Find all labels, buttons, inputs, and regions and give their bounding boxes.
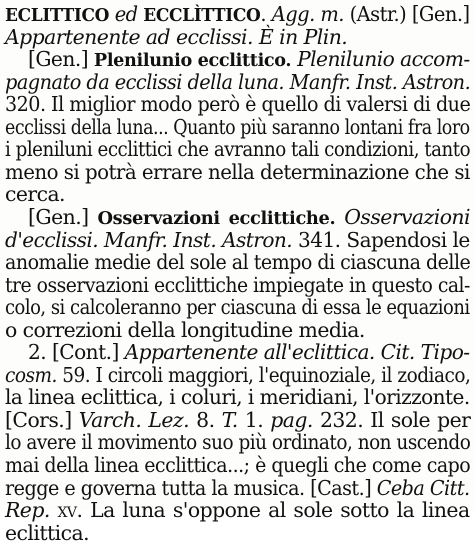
- italic-text: Appartenente all'eclittica. Cit. Tipo-: [124, 340, 470, 365]
- headword: ECLITTICO: [5, 5, 110, 26]
- text-line: [5, 274, 470, 297]
- headword: ECCLÌTTICO: [143, 5, 261, 26]
- text-line: [5, 454, 470, 477]
- text-segment: tre osservazioni ecclittiche impiegate in questo cal-: [5, 272, 470, 297]
- text-segment: ecclissi della luna... Quanto più saranno lontani fra loro: [5, 114, 470, 139]
- text-segment: [Gen.]: [28, 204, 98, 229]
- italic-text: Agg. m.: [271, 2, 344, 26]
- text-line: [5, 499, 470, 522]
- text-line: [5, 431, 470, 454]
- text-segment: cerca.: [5, 182, 65, 207]
- text-segment: (Astr.) [Gen.]: [343, 2, 470, 26]
- headword: Plenilunio ecclittico.: [93, 50, 292, 72]
- italic-text: Appartenente ad ecclissi. È in Plin.: [5, 24, 348, 49]
- text-line: [5, 229, 470, 252]
- text-line: [5, 138, 470, 161]
- text-segment: . La luna s'oppone al sole sotto la linea: [76, 498, 470, 523]
- text-line: [5, 116, 470, 139]
- text-line: [5, 183, 65, 206]
- text-line: [5, 296, 470, 319]
- italic-text: Rep.: [5, 498, 50, 523]
- text-line: [5, 386, 470, 409]
- italic-text: T.: [221, 407, 238, 432]
- text-segment: anomalie medie del sole al tempo di ciascuna delle: [5, 250, 471, 275]
- text-segment: [Cors.]: [5, 407, 79, 432]
- italic-text: pag.: [270, 407, 313, 432]
- italic-text: Ceba Citt.: [376, 475, 470, 500]
- text-segment: o correzioni della longitudine media.: [5, 317, 365, 342]
- italic-text: ed: [114, 2, 138, 26]
- text-line: [5, 477, 470, 500]
- text-line: [5, 26, 347, 49]
- text-segment: [335, 205, 344, 229]
- text-segment: 232. Il sole per: [312, 407, 471, 432]
- text-segment: [Gen.]: [28, 47, 94, 72]
- text-segment: 2. [Cont.]: [28, 340, 125, 365]
- text-line: [5, 251, 470, 274]
- text-segment: colo, si calcoleranno per ciascuna di essa le equazioni: [5, 295, 470, 320]
- italic-text: pagnato da ecclissi della luna. Manfr. Inst. Astron.: [5, 69, 471, 94]
- italic-text: Osservazioni: [344, 204, 470, 229]
- text-line: [28, 341, 470, 364]
- text-segment: xv: [57, 498, 77, 523]
- text-segment: regge e governa tutta la musica. [Cast.]: [5, 475, 377, 500]
- text-segment: 341. Sapendosi le: [292, 227, 470, 252]
- text-line: [5, 71, 470, 94]
- text-segment: .: [260, 2, 272, 26]
- text-segment: 1.: [237, 407, 271, 432]
- text-segment: eclittica.: [5, 520, 89, 545]
- italic-text: d'ecclissi. Manfr. Inst. Astron.: [5, 227, 293, 252]
- text-line: [5, 409, 470, 432]
- italic-text: Plenilunio accom-: [297, 47, 470, 72]
- text-line: [5, 93, 470, 116]
- headword: Osservazioni ecclittiche.: [97, 207, 336, 229]
- text-line: [5, 364, 470, 387]
- italic-text: cosm.: [5, 362, 57, 387]
- text-segment: 320. Il miglior modo però è quello di valersi di due: [5, 92, 471, 117]
- text-line: [5, 319, 365, 342]
- text-line: [5, 161, 470, 184]
- text-segment: meno si potrà errare nella determinazione che si: [5, 159, 470, 184]
- text-segment: la linea eclittica, i coluri, i meridiani, l'orizzonte.: [5, 385, 470, 410]
- text-segment: 8.: [189, 407, 222, 432]
- text-segment: mai della linea ecclittica...; è quegli che come capo: [5, 453, 471, 477]
- text-segment: 59. I circoli maggiori, l'equinoziale, il zodiaco,: [56, 362, 471, 387]
- italic-text: Varch. Lez.: [78, 407, 190, 432]
- text-segment: i pleniluni ecclittici che avranno tali condizioni, tanto: [5, 137, 471, 162]
- text-segment: lo avere il movimento suo più ordinato, non uscendo: [5, 430, 471, 455]
- text-line: [5, 522, 89, 545]
